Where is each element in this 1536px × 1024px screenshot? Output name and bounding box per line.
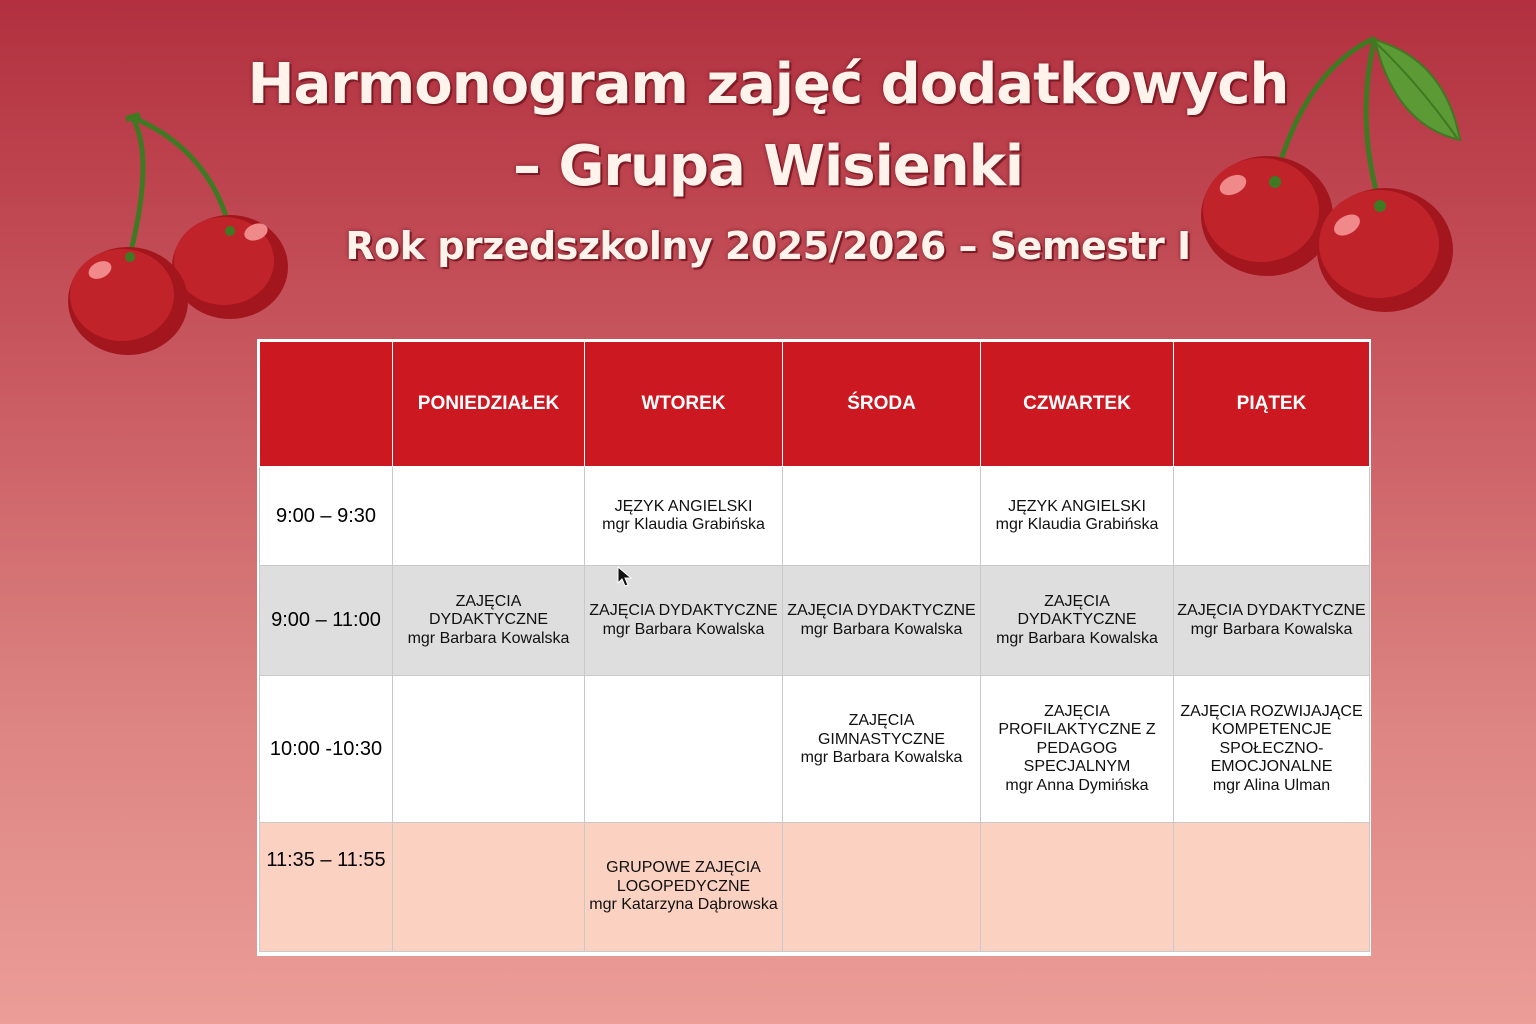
activity-title: ZAJĘCIA ROZWIJAJĄCE KOMPETENCJE SPOŁECZNO-EMOCJONALNE — [1180, 702, 1363, 776]
cherries-left-icon — [60, 105, 310, 365]
schedule-cell — [1174, 823, 1370, 952]
schedule-cell — [1174, 566, 1370, 676]
header-day-wednesday: ŚRODA — [783, 342, 981, 467]
schedule-cell — [981, 676, 1174, 823]
table-row — [260, 467, 1370, 566]
schedule-cell — [783, 676, 981, 823]
header-day-tuesday: WTOREK — [585, 342, 783, 467]
activity-title: ZAJĘCIA DYDAKTYCZNE — [787, 602, 976, 619]
table-row — [260, 566, 1370, 676]
time-cell: 9:00 – 11:00 — [260, 566, 393, 676]
header-day-thursday: CZWARTEK — [981, 342, 1174, 467]
teacher-name: mgr Barbara Kowalska — [800, 749, 963, 766]
activity-title: ZAJĘCIA GIMNASTYCZNE — [817, 712, 946, 748]
activity-title: ZAJĘCIA DYDAKTYCZNE — [1017, 592, 1137, 629]
header-day-friday: PIĄTEK — [1174, 342, 1370, 467]
teacher-name: mgr Barbara Kowalska — [800, 620, 963, 638]
schedule-cell — [393, 823, 585, 952]
schedule-cell — [1174, 676, 1370, 823]
teacher-name: mgr Klaudia Grabińska — [995, 516, 1159, 533]
teacher-name: mgr Barbara Kowalska — [1190, 620, 1353, 638]
schedule-cell — [393, 566, 585, 676]
schedule-table — [259, 341, 1370, 952]
schedule-cell — [585, 566, 783, 676]
schedule-cell — [585, 467, 783, 566]
schedule-cell — [981, 467, 1174, 566]
table-row — [260, 676, 1370, 823]
schedule-cell — [393, 676, 585, 823]
schedule-table-container — [257, 339, 1371, 956]
mouse-cursor-icon — [617, 566, 635, 588]
schedule-cell — [393, 467, 585, 566]
page-subtitle: Rok przedszkolny 2025/2026 – Semestr I — [345, 224, 1191, 268]
schedule-cell — [783, 566, 981, 676]
activity-title: ZAJĘCIA PROFILAKTYCZNE Z PEDAGOG SPECJALNYM — [998, 702, 1156, 776]
teacher-name: mgr Barbara Kowalska — [407, 629, 570, 647]
schedule-cell — [981, 823, 1174, 952]
schedule-cell — [585, 676, 783, 823]
time-cell: 9:00 – 9:30 — [260, 467, 393, 566]
teacher-name: mgr Barbara Kowalska — [602, 620, 765, 638]
time-cell: 11:35 – 11:55 — [260, 823, 393, 952]
schedule-cell — [783, 467, 981, 566]
activity-title: ZAJĘCIA DYDAKTYCZNE — [1177, 602, 1366, 619]
header-day-monday: PONIEDZIAŁEK — [393, 342, 585, 467]
teacher-name: mgr Alina Ulman — [1212, 776, 1331, 794]
cherries-right-icon — [1195, 30, 1470, 320]
time-cell: 10:00 -10:30 — [260, 676, 393, 823]
teacher-name: mgr Barbara Kowalska — [996, 629, 1158, 647]
table-header-row — [260, 342, 1370, 467]
activity-title: ZAJĘCIA DYDAKTYCZNE — [428, 592, 549, 629]
page-title-line1: Harmonogram zajęć dodatkowych — [247, 52, 1289, 117]
schedule-cell — [981, 566, 1174, 676]
header-empty-cell — [260, 342, 393, 467]
schedule-cell — [585, 823, 783, 952]
activity-title: JĘZYK ANGIELSKI — [1008, 497, 1146, 515]
schedule-cell — [1174, 467, 1370, 566]
teacher-name: mgr Anna Dymińska — [1005, 776, 1149, 794]
page-title-line2: – Grupa Wisienki — [512, 134, 1024, 199]
activity-title: GRUPOWE ZAJĘCIA LOGOPEDYCZNE — [606, 859, 761, 895]
schedule-cell — [783, 823, 981, 952]
teacher-name: mgr Katarzyna Dąbrowska — [589, 896, 778, 914]
activity-title: ZAJĘCIA DYDAKTYCZNE — [589, 602, 778, 619]
activity-title: JĘZYK ANGIELSKI — [614, 497, 753, 515]
teacher-name: mgr Klaudia Grabińska — [602, 516, 765, 533]
table-row — [260, 823, 1370, 952]
